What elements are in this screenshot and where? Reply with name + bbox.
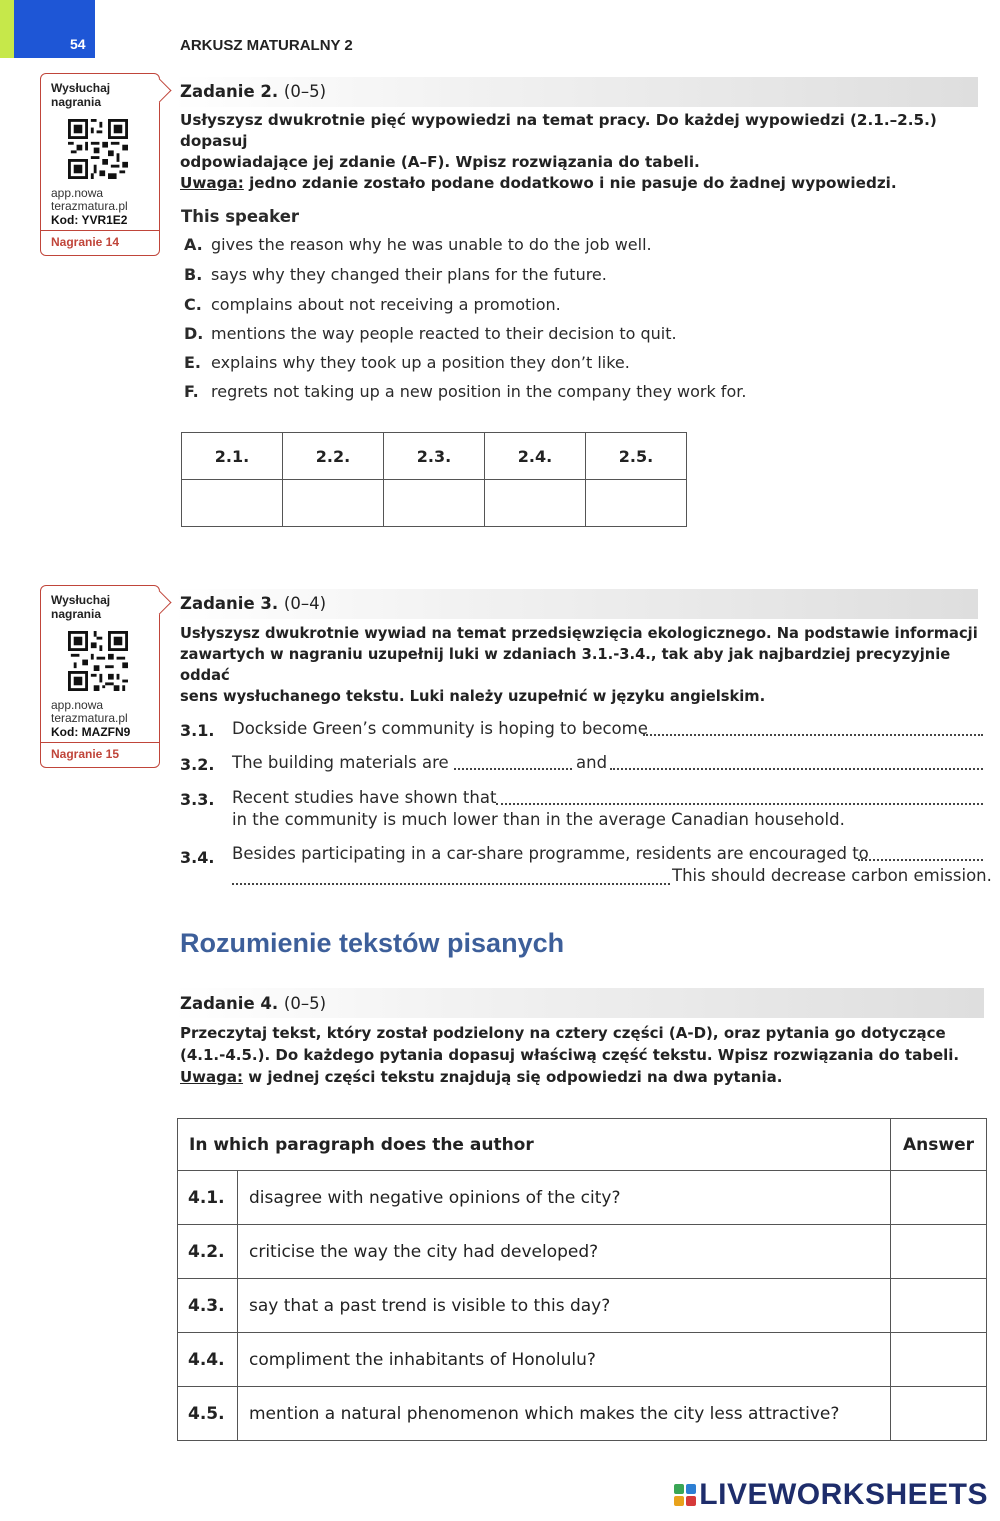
callout-cta: Wysłuchaj nagrania (51, 593, 111, 621)
question-number: 4.4. (178, 1333, 238, 1387)
answer-cell[interactable] (586, 480, 687, 527)
task2-lead: This speaker (181, 207, 300, 226)
task4-title: Zadanie 4. (0–5) (180, 994, 327, 1013)
gap-input[interactable] (610, 756, 983, 770)
gap-input[interactable] (858, 847, 983, 861)
task4-instructions: Przeczytaj tekst, który został podzielony na cztery części (A-D), oraz pytania go dotyczące (4.1.-4.5.). Do każdego pytania dopasuj właściwą część tekstu. Wpisz rozwiązania do tabeli. Uwaga: w jednej części tekstu znajdują się odpowiedzi na dwa pytania. (180, 1024, 960, 1086)
answer-cell[interactable] (891, 1387, 987, 1441)
task3-item-text: Recent studies have shown that (232, 788, 497, 807)
table-row (178, 1225, 987, 1279)
answer-cell[interactable] (891, 1171, 987, 1225)
liveworksheets-logo (674, 1478, 988, 1512)
question-number: 4.1. (178, 1171, 238, 1225)
table-header-cell: 2.4. (485, 433, 586, 480)
task3-title: Zadanie 3. (0–4) (180, 594, 327, 613)
brand-text: LIVEWORKSHEETS (699, 1478, 988, 1511)
callout-divider (41, 230, 159, 231)
answer-cell[interactable] (891, 1225, 987, 1279)
table-header-cell: 2.5. (586, 433, 687, 480)
task2-option: F. regrets not taking up a new position in the company they work for. (184, 382, 747, 401)
task2-option: C. complains about not receiving a promotion. (184, 295, 561, 314)
callout-code: Kod: MAZFN9 (51, 725, 131, 739)
callout-divider (41, 742, 159, 743)
question-text: criticise the way the city had developed? (238, 1225, 891, 1279)
qr-code-icon (68, 119, 128, 179)
task3-item-number: 3.2. (180, 755, 215, 774)
question-text: compliment the inhabitants of Honolulu? (238, 1333, 891, 1387)
table-header: In which paragraph does the author (178, 1119, 891, 1171)
task2-answer-table (181, 432, 687, 527)
callout-site: app.nowa terazmatura.pl (51, 186, 128, 213)
task3-item-text: The building materials are (232, 753, 449, 772)
table-row (178, 1171, 987, 1225)
running-title: ARKUSZ MATURALNY 2 (180, 37, 353, 54)
task2-option: E. explains why they took up a position they don’t like. (184, 353, 630, 372)
answer-cell[interactable] (182, 480, 283, 527)
gap-input[interactable] (643, 722, 983, 736)
task3-item-connector: and (576, 753, 608, 772)
answer-cell[interactable] (891, 1333, 987, 1387)
question-text: mention a natural phenomenon which makes the city less attractive? (238, 1387, 891, 1441)
task3-item-continuation: This should decrease carbon emission. (672, 866, 992, 885)
task4-answer-table (177, 1118, 987, 1441)
question-number: 4.3. (178, 1279, 238, 1333)
answer-cell[interactable] (891, 1279, 987, 1333)
question-text: disagree with negative opinions of the city? (238, 1171, 891, 1225)
task3-item-text: Besides participating in a car-share programme, residents are encouraged to (232, 844, 869, 863)
table-row (178, 1333, 987, 1387)
task3-item-number: 3.3. (180, 790, 215, 809)
callout-code: Kod: YVR1E2 (51, 213, 128, 227)
task3-item-number: 3.4. (180, 848, 215, 867)
gap-input[interactable] (496, 791, 983, 805)
table-row (178, 1387, 987, 1441)
question-number: 4.2. (178, 1225, 238, 1279)
question-number: 4.5. (178, 1387, 238, 1441)
table-header-cell: 2.2. (283, 433, 384, 480)
table-row (178, 1279, 987, 1333)
task3-item-number: 3.1. (180, 721, 215, 740)
task2-option: A. gives the reason why he was unable to do the job well. (184, 235, 652, 254)
task2-option: B. says why they changed their plans for the future. (184, 265, 607, 284)
gap-input[interactable] (232, 871, 670, 885)
liveworksheets-icon (674, 1484, 696, 1506)
answer-cell[interactable] (283, 480, 384, 527)
page-number: 54 (70, 36, 86, 52)
task3-item-text: Dockside Green’s community is hoping to become (232, 719, 648, 738)
task2-title: Zadanie 2. (0–5) (180, 82, 327, 101)
callout-site: app.nowa terazmatura.pl (51, 698, 128, 725)
task2-instructions: Usłyszysz dwukrotnie pięć wypowiedzi na temat pracy. Do każdej wypowiedzi (2.1.–2.5.) dopasuj odpowiadające jej zdanie (A–F). Wpisz rozwiązania do tabeli. Uwaga: jedno zdanie zostało podane dodatkowo i nie pasuje do żadnej wypowiedzi. (180, 111, 937, 192)
table-header-cell: 2.3. (384, 433, 485, 480)
listen-callout-2 (40, 585, 160, 768)
task3-instructions: Usłyszysz dwukrotnie wywiad na temat przedsięwzięcia ekologicznego. Na podstawie informacji zawartych w nagraniu uzupełnij luki w zdaniach 3.1.-3.4., tak aby jak najbardziej precyzyjnie oddać sens wysłuchanego tekstu. Luki należy uzupełnić w języku angielskim. (180, 625, 978, 705)
callout-recording: Nagranie 15 (51, 747, 120, 761)
answer-cell[interactable] (384, 480, 485, 527)
listen-callout-1 (40, 73, 160, 256)
answer-cell[interactable] (485, 480, 586, 527)
answer-header: Answer (891, 1119, 987, 1171)
callout-cta: Wysłuchaj nagrania (51, 81, 111, 109)
callout-recording: Nagranie 14 (51, 235, 120, 249)
task3-item-continuation: in the community is much lower than in the average Canadian household. (232, 810, 845, 829)
table-header-cell: 2.1. (182, 433, 283, 480)
question-text: say that a past trend is visible to this day? (238, 1279, 891, 1333)
qr-code-icon (68, 631, 128, 691)
gap-input[interactable] (454, 756, 572, 770)
section-heading: Rozumienie tekstów pisanych (180, 928, 565, 958)
task2-option: D. mentions the way people reacted to their decision to quit. (184, 324, 677, 343)
